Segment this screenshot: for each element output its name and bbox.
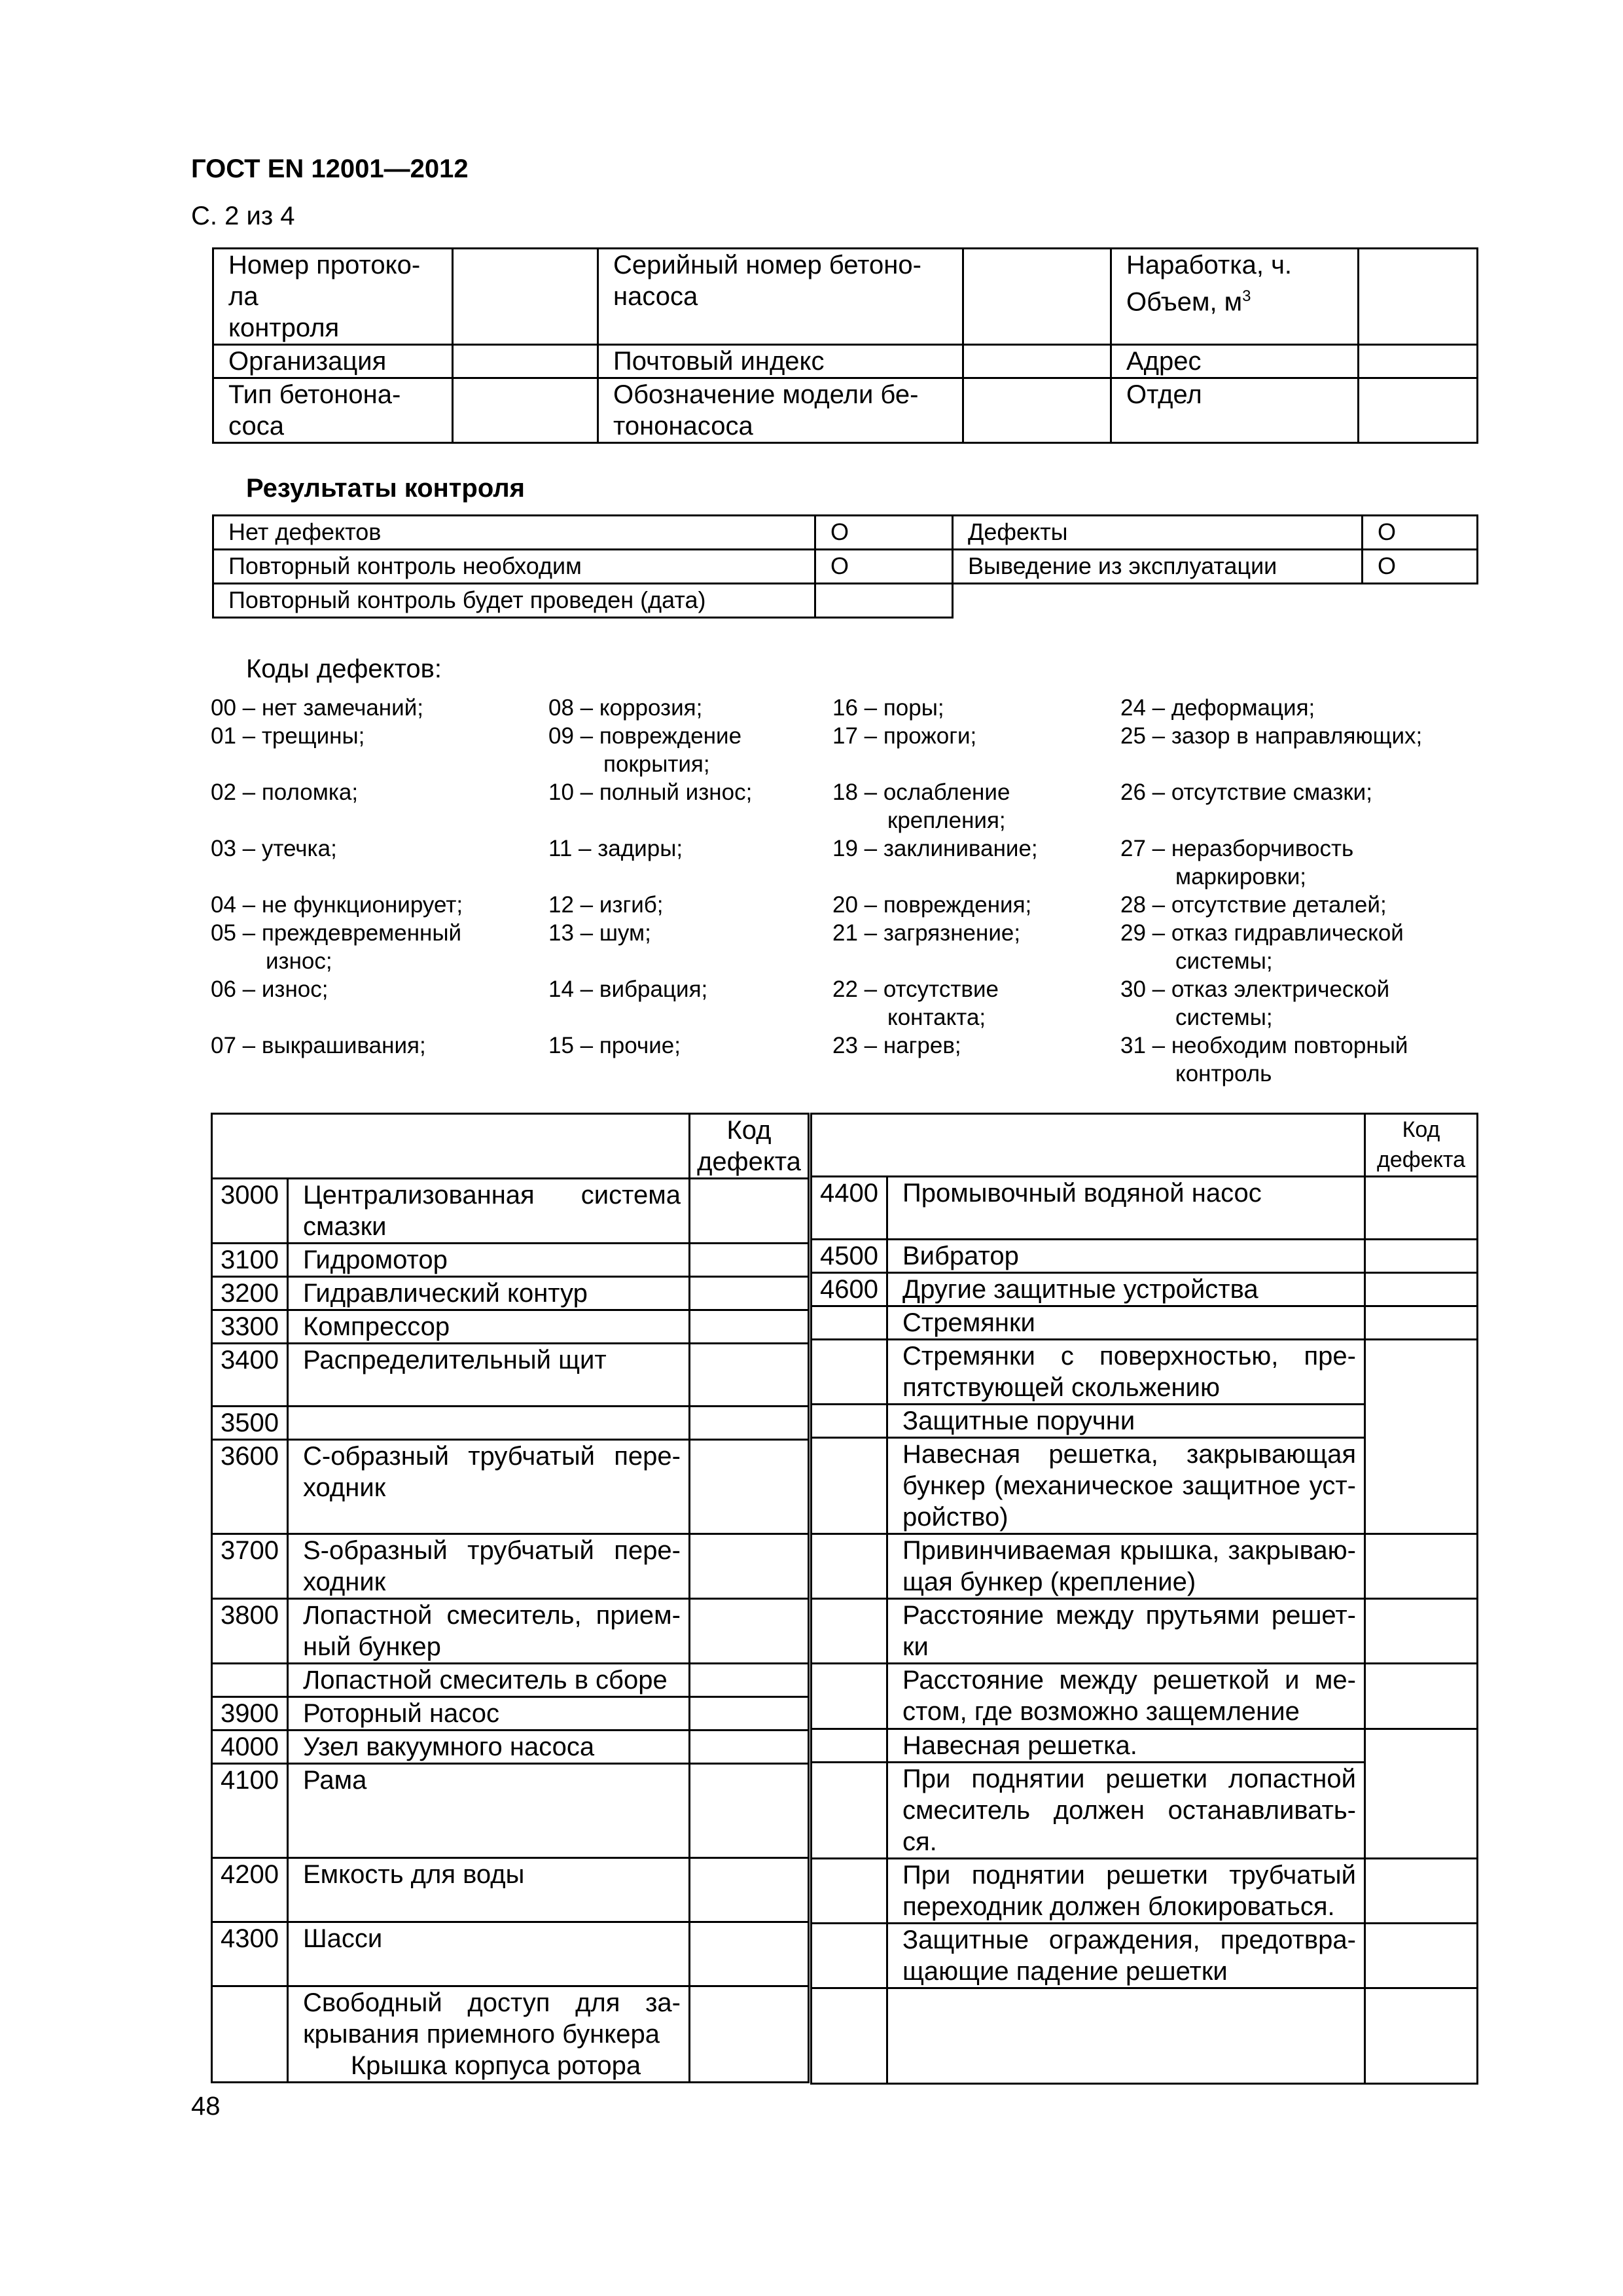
postal-code-label: Почтовый индекс [598, 345, 963, 378]
part-name: Гидромотор [288, 1244, 690, 1277]
page-indicator: С. 2 из 4 [191, 202, 295, 230]
part-number [812, 1924, 887, 1988]
defect-code-cell[interactable] [1365, 1924, 1478, 1988]
part-number: 3100 [212, 1244, 288, 1277]
defect-code-24: 24 – деформация; [1120, 695, 1315, 721]
part-name: Гидравлический контур [288, 1277, 690, 1310]
defect-code-20: 20 – повреждения; [832, 892, 1032, 918]
defect-code-03: 03 – утечка; [211, 836, 337, 861]
defect-code-cell[interactable] [1365, 1534, 1478, 1599]
part-name: При поднятии решетки трубчатый переходник должен блокироваться. [887, 1859, 1365, 1924]
serial-number-label: Серийный номер бетоно- насоса [598, 249, 963, 345]
defect-code-cell[interactable] [690, 1922, 809, 1986]
part-name: При поднятии решетки лопастной смеситель должен останавливать-ся. [887, 1763, 1365, 1859]
part-name: Лопастной смеситель, прием-ный бункер [288, 1599, 690, 1664]
recheck-date-value[interactable] [815, 584, 953, 618]
defect-code-00: 00 – нет замечаний; [211, 695, 423, 721]
part-name: Привинчиваемая крышка, закрываю-щая бункер (крепление) [887, 1534, 1365, 1599]
defect-code-header: Код дефекта [1365, 1114, 1478, 1177]
defect-code-12: 12 – изгиб; [548, 892, 664, 918]
defect-code-cell[interactable] [690, 1277, 809, 1310]
part-name: Рама [288, 1764, 690, 1858]
defect-code-04: 04 – не функционирует; [211, 892, 463, 918]
part-number: 3800 [212, 1599, 288, 1664]
defect-code-cell[interactable] [690, 1986, 809, 2083]
defect-code-10: 10 – полный износ; [548, 780, 753, 805]
part-number [812, 1534, 887, 1599]
defect-code-05: 05 – преждевременный износ; [211, 920, 462, 974]
defect-code-cell[interactable] [690, 1534, 809, 1599]
part-name: Стремянки с поверхностью, пре-пятствующей скольжению [887, 1340, 1365, 1405]
defect-code-28: 28 – отсутствие деталей; [1120, 892, 1387, 918]
defect-code-cell[interactable] [690, 1344, 809, 1407]
part-name: Расстояние между решеткой и ме-стом, где возможно защемление [887, 1664, 1365, 1729]
part-name: S-образный трубчатый пере-ходник [288, 1534, 690, 1599]
defect-code-header: Код дефекта [690, 1114, 809, 1179]
part-number [212, 1664, 288, 1697]
protocol-number-label: Номер протоко- ла контроля [213, 249, 453, 345]
defect-code-cell[interactable] [1365, 1177, 1478, 1240]
defect-code-cell[interactable] [1365, 1340, 1478, 1534]
department-label: Отдел [1111, 378, 1359, 443]
results-title: Результаты контроля [246, 474, 526, 503]
part-name: Компрессор [288, 1310, 690, 1344]
defect-code-09: 09 – повреждение покрытия; [548, 723, 742, 777]
part-number: 4000 [212, 1731, 288, 1764]
part-name: Навесная решетка, закрывающая бункер (механическое защитное уст-ройство) [887, 1438, 1365, 1534]
empty-cell [1363, 584, 1478, 618]
part-name: Промывочный водяной насос [887, 1177, 1365, 1240]
part-name: Расстояние между прутьями решет-ки [887, 1599, 1365, 1664]
defect-code-31: 31 – необходим повторный контроль [1120, 1033, 1408, 1086]
page-number: 48 [191, 2092, 221, 2121]
part-number [812, 1599, 887, 1664]
part-name: Стремянки [887, 1306, 1365, 1340]
part-name-extra: Крышка корпуса ротора [350, 2051, 641, 2080]
part-number [812, 1664, 887, 1729]
defect-code-cell[interactable] [690, 1599, 809, 1664]
defect-code-cell[interactable] [690, 1731, 809, 1764]
part-number [812, 1763, 887, 1859]
defect-code-cell[interactable] [1365, 1306, 1478, 1340]
organization-label: Организация [213, 345, 453, 378]
part-name: Емкость для воды [288, 1858, 690, 1922]
part-name: Защитные ограждения, предотвра-щающие падение решетки [887, 1924, 1365, 1988]
part-number [812, 1438, 887, 1534]
document-header: ГОСТ EN 12001—2012 [191, 154, 469, 183]
part-number: 4300 [212, 1922, 288, 1986]
defect-code-cell[interactable] [690, 1440, 809, 1534]
part-number: 3600 [212, 1440, 288, 1534]
defect-code-27: 27 – неразборчивость маркировки; [1120, 836, 1354, 889]
pump-type-value [453, 378, 598, 443]
defect-code-cell[interactable] [690, 1244, 809, 1277]
model-designation-value [963, 378, 1111, 443]
defect-code-22: 22 – отсутствие контакта; [832, 977, 999, 1030]
defect-code-cell[interactable] [1365, 1664, 1478, 1729]
part-number: 4100 [212, 1764, 288, 1858]
defect-code-11: 11 – задиры; [548, 836, 683, 861]
decommission-label: Выведение из эксплуатации [953, 550, 1363, 584]
part-name: Узел вакуумного насоса [288, 1731, 690, 1764]
decommission-radio[interactable]: O [1363, 550, 1478, 584]
operating-hours-label: Наработка, ч. Объем, $м^3$ [1111, 249, 1359, 345]
part-number: 4500 [812, 1240, 887, 1273]
part-number [812, 1340, 887, 1405]
defect-code-15: 15 – прочие; [548, 1033, 681, 1058]
parts-table-left [211, 1113, 810, 2083]
protocol-number-value [453, 249, 598, 345]
empty-cell [953, 584, 1363, 618]
defect-code-cell[interactable] [690, 1764, 809, 1858]
defect-code-cell[interactable] [690, 1664, 809, 1697]
defect-code-26: 26 – отсутствие смазки; [1120, 780, 1372, 805]
parts-header-blank [212, 1114, 690, 1179]
serial-number-value [963, 249, 1111, 345]
defect-code-13: 13 – шум; [548, 920, 651, 946]
part-number: 3900 [212, 1697, 288, 1731]
part-name: Защитные поручни [887, 1405, 1365, 1438]
defect-code-21: 21 – загрязнение; [832, 920, 1021, 946]
part-name: Вибратор [887, 1240, 1365, 1273]
defect-code-01: 01 – трещины; [211, 723, 365, 749]
part-name [288, 1986, 690, 2083]
department-value [1359, 378, 1478, 443]
part-name: Шасси [288, 1922, 690, 1986]
defect-code-16: 16 – поры; [832, 695, 944, 721]
operating-hours-value [1359, 249, 1478, 345]
defect-code-cell[interactable] [690, 1407, 809, 1440]
part-name: Роторный насос [288, 1697, 690, 1731]
part-number: 3000 [212, 1179, 288, 1244]
defects-label: Дефекты [953, 516, 1363, 550]
defect-code-06: 06 – износ; [211, 977, 329, 1002]
defect-code-25: 25 – зазор в направляющих; [1120, 723, 1423, 749]
defect-code-23: 23 – нагрев; [832, 1033, 961, 1058]
defect-codes-title: Коды дефектов: [246, 655, 442, 683]
defect-code-18: 18 – ослабление крепления; [832, 780, 1010, 833]
no-defects-label: Нет дефектов [213, 516, 815, 550]
part-number: 4200 [212, 1858, 288, 1922]
address-value [1359, 345, 1478, 378]
defect-code-30: 30 – отказ электрической системы; [1120, 977, 1390, 1030]
part-name [288, 1407, 690, 1440]
defect-code-17: 17 – прожоги; [832, 723, 977, 749]
part-name: С-образный трубчатый пере-ходник [288, 1440, 690, 1534]
defect-code-cell[interactable] [1365, 1599, 1478, 1664]
defect-code-07: 07 – выкрашивания; [211, 1033, 426, 1058]
defect-code-cell[interactable] [1365, 1988, 1478, 2084]
part-name [887, 1988, 1365, 2084]
part-number: 3500 [212, 1407, 288, 1440]
defect-code-29: 29 – отказ гидравлической системы; [1120, 920, 1404, 974]
defect-code-cell[interactable] [1365, 1729, 1478, 1859]
defect-code-cell[interactable] [690, 1310, 809, 1344]
part-number: 3200 [212, 1277, 288, 1310]
defect-code-08: 08 – коррозия; [548, 695, 703, 721]
defect-code-cell[interactable] [1365, 1859, 1478, 1924]
part-number: 4600 [812, 1273, 887, 1306]
part-name: Централизованная система смазки [288, 1179, 690, 1244]
part-name-line: Свободный доступ для за-крывания приемного бункера [303, 1988, 681, 2049]
defect-code-cell[interactable] [1365, 1240, 1478, 1273]
part-number [812, 1859, 887, 1924]
part-number: 3300 [212, 1310, 288, 1344]
defect-code-14: 14 – вибрация; [548, 977, 708, 1002]
part-number: 4400 [812, 1177, 887, 1240]
part-number: 3700 [212, 1534, 288, 1599]
part-name: Другие защитные устройства [887, 1273, 1365, 1306]
defect-code-cell[interactable] [690, 1697, 809, 1731]
info-table [212, 247, 1478, 444]
postal-code-value [963, 345, 1111, 378]
part-number: 3400 [212, 1344, 288, 1407]
no-defects-radio[interactable]: O [815, 516, 953, 550]
part-number [812, 1405, 887, 1438]
model-designation-label: Обозначение модели бе- тононасоса [598, 378, 963, 443]
recheck-date-label: Повторный контроль будет проведен (дата) [213, 584, 815, 618]
recheck-needed-label: Повторный контроль необходим [213, 550, 815, 584]
results-table [212, 514, 1478, 619]
pump-type-label: Тип бетонона- соса [213, 378, 453, 443]
defect-code-cell[interactable] [690, 1179, 809, 1244]
part-name: Распределительный щит [288, 1344, 690, 1407]
part-name: Лопастной смеситель в сборе [288, 1664, 690, 1697]
part-number [212, 1986, 288, 2083]
part-number [812, 1306, 887, 1340]
defects-radio[interactable]: O [1363, 516, 1478, 550]
part-number [812, 1988, 887, 2084]
defect-code-02: 02 – поломка; [211, 780, 359, 805]
address-label: Адрес [1111, 345, 1359, 378]
recheck-needed-radio[interactable]: O [815, 550, 953, 584]
defect-code-cell[interactable] [690, 1858, 809, 1922]
parts-table-right [810, 1113, 1478, 2085]
organization-value [453, 345, 598, 378]
part-name: Навесная решетка. [887, 1729, 1365, 1763]
defect-code-19: 19 – заклинивание; [832, 836, 1038, 861]
part-number [812, 1729, 887, 1763]
defect-code-cell[interactable] [1365, 1273, 1478, 1306]
parts-header-blank [812, 1114, 1365, 1177]
